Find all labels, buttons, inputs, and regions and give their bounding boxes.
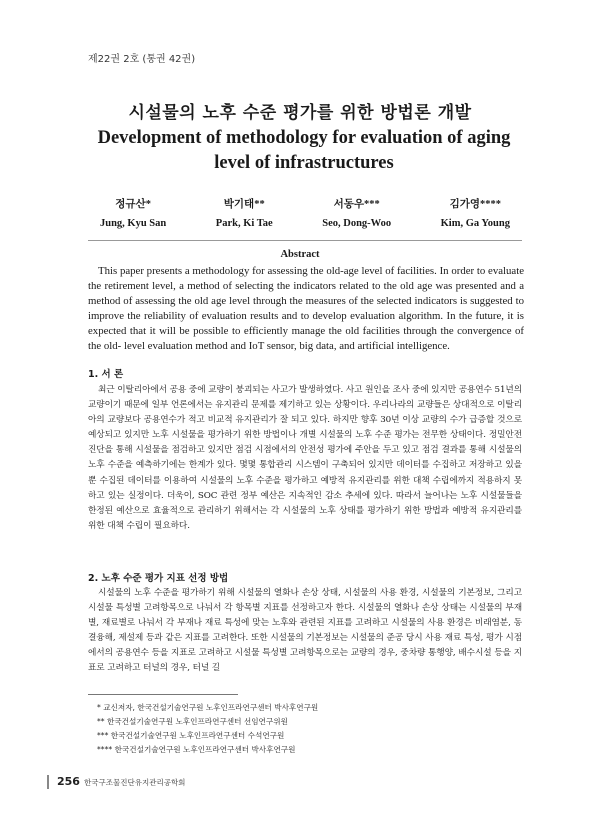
footer-bar — [47, 775, 49, 789]
section-2-text: 시설물의 노후 수준을 평가하기 위해 시설물의 열화나 손상 상태, 시설물의 사용 환경, 시설물의 기본정보, 그리고 시설물 특성별 고려항목으로 나눠서 각 항목별 지표를 선정하고자 한다. 시설물의 열화나 손상 상태는 시설물의 부재별, 재료별로 나눠서 각 부재나 재료 특성에 맞는 노후와 관련된 지표를 고려하고 시설물의 사용 환경은 비래염분, 동결융해, 제설제 등과 같은 지표를 고려한다. 또한 시설물의 기본정보는 시설물의 준공 당시 사용 재료 특성, 평가 시점에서의 공용연수 등을 지표로 고려하고 시설물 특성별 고려항목으로는 교량의 경우, 중차량 통행양, 배수시설 등을 지표로 고려하고 터널의 경우, 터널 길 — [88, 588, 522, 674]
author-english-name: Jung, Kyu San — [100, 218, 167, 229]
author-english-name: Kim, Ga Young — [440, 218, 510, 229]
footnote-3: *** 한국건설기술연구원 노후인프라연구센터 수석연구원 — [97, 731, 285, 741]
author-list — [100, 196, 510, 229]
author-korean-name: 서동우*** — [333, 199, 380, 210]
journal-name: 한국구조물진단유지관리공학회 — [84, 778, 186, 787]
footnotes — [97, 701, 318, 757]
footnote-1: * 교신저자, 한국건설기술연구원 노후인프라연구센터 박사후연구원 — [97, 703, 319, 712]
author-korean-name: 김가영**** — [449, 199, 502, 210]
section-1-text: 최근 이탈리아에서 공용 중에 교량이 붕괴되는 사고가 발생하였다. 사고 원인을 조사 중에 있지만 공용연수 51년의 교량이기 때문에 일부 언론에서는 유지관리 문제를 제기하고 있는 상황이다. 우리나라의 교량들은 상대적으로 이탈리아의 교량보다 공용연수가 적고 비교적 유지관리가 잘 되고 있다. 하지만 향후 30년 이상 교량의 수가 급증할 것으로 예상되고 있지만 노후 시설물을 평가하기 위한 방법이나 개별 시설물의 노후 수준 평가는 전무한 상태이다. 정밀안전진단을 통해 시설물을 점검하고 있지만 점검 시점에서의 안전성 평가에 주안을 두고 있고 점검 결과를 통해 시설물의 노후 수준을 예측하기에는 한계가 있다. 몇몇 통합관리 시스템이 구축되어 있지만 데이터를 수집하고 저장하고 있을 뿐 수집된 데이터를 이용하여 시설물의 노후 수준을 평가하고 예방적 유지관리를 위한 대책 수립에까지 적용하지 못하고 있는 실정이다. 더욱이, SOC 관련 정부 예산은 지속적인 감소 추세에 있다. 따라서 늘어나는 노후 시설물들을 한정된 예산으로 효율적으로 관리하기 위해서는 각 시설물의 노후 상태를 평가하기 위한 방법과 예방적 유지관리를 위한 대책 수립이 필요하다. — [88, 385, 522, 531]
footnote-4: **** 한국건설기술연구원 노후인프라연구센터 박사후연구원 — [97, 745, 296, 755]
page-number: 256 — [57, 775, 80, 788]
author-1 — [100, 196, 166, 229]
author-korean-name: 정규산* — [115, 199, 151, 210]
author-english-name: Seo, Dong-Woo — [322, 218, 392, 229]
author-korean-name: 박기태** — [223, 199, 265, 210]
author-3 — [322, 196, 391, 229]
author-2 — [216, 196, 273, 229]
header-divider — [88, 240, 522, 241]
journal-issue-header: 제22권 2호 (통권 42권) — [88, 54, 196, 65]
footnote-2: ** 한국건설기술연구원 노후인프라연구센터 선임연구위원 — [97, 717, 288, 727]
author-english-name: Park, Ki Tae — [215, 218, 273, 229]
section-1-heading: 1. 서 론 — [88, 369, 124, 380]
footnote-divider — [88, 694, 238, 695]
section-2-heading: 2. 노후 수준 평가 지표 선정 방법 — [88, 573, 229, 584]
abstract-text: This paper presents a methodology for assessing the old-age level of facilities. In order to evaluate the retirement level, a method of selecting the indicators related to the old age was presented and a method of assessing the old age level through the measures of the selected indicators is suggested to improve the reliability of evaluation results and to develop evaluation algorithm. In the future, it is expected that it will be possible to efficiently manage the old facilities through the convergence of the old- level evaluation method and IoT sensor, big data, and artificial intelligence. — [88, 265, 524, 352]
author-4 — [441, 196, 510, 229]
abstract-heading: Abstract — [280, 249, 320, 260]
english-title: Development of methodology for evaluation of aging level of infrastructures — [97, 128, 511, 173]
korean-title: 시설물의 노후 수준 평가를 위한 방법론 개발 — [128, 103, 472, 123]
